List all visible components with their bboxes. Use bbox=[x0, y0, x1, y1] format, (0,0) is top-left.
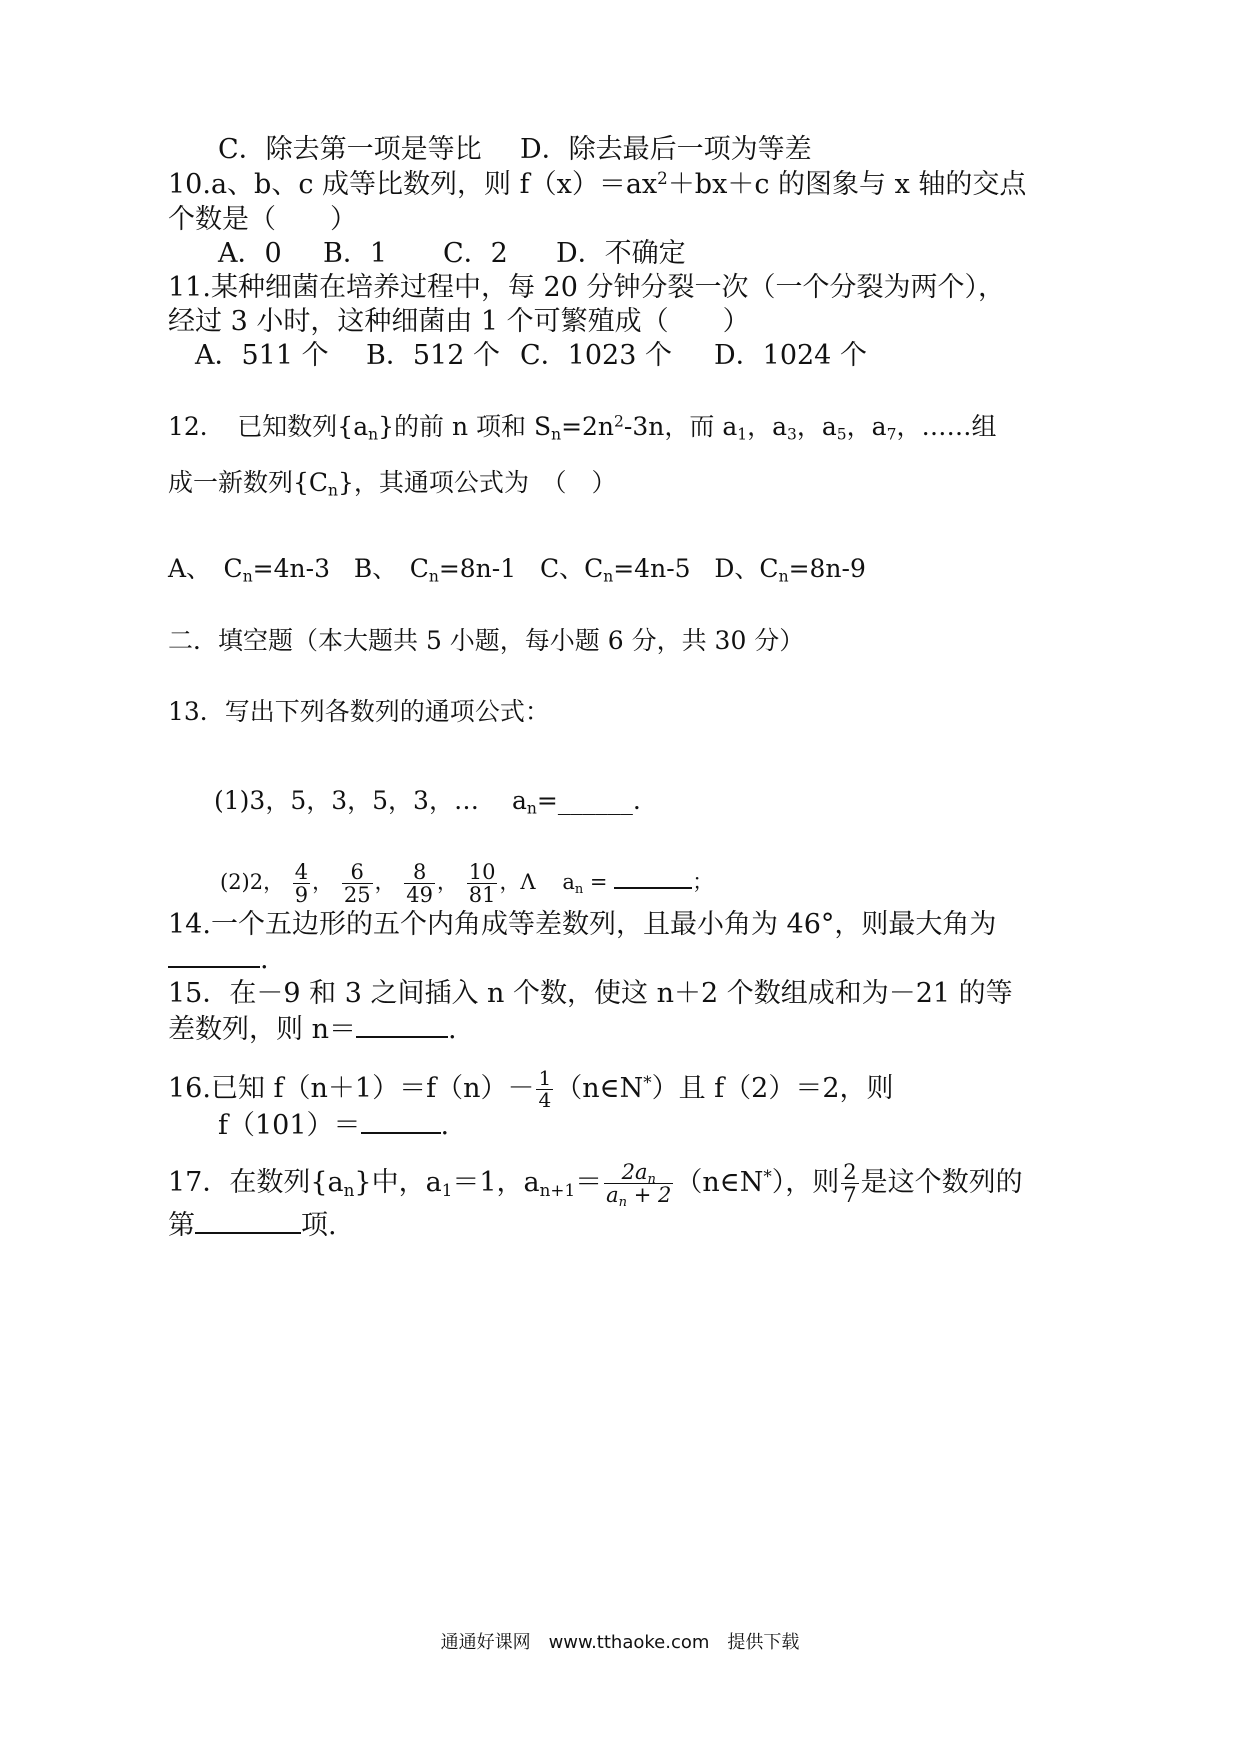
answer-blank bbox=[614, 863, 692, 889]
answer-blank bbox=[356, 1012, 448, 1038]
answer-blank bbox=[195, 1208, 301, 1234]
q12-stem: 12． 已知数列$\{a_n\}$的前 n 项和 $S_n=2n^2-3n$，而 $a_1$，$a_3$，$a_5$，$a_7$，……组 bbox=[168, 412, 997, 444]
q10-option-c: C．2 bbox=[443, 238, 508, 269]
q11-stem-line2: 经过 3 小时，这种细菌由 1 个可繁殖成（ ） bbox=[168, 306, 750, 337]
fraction-1-4: $\frac{1}{4}$ bbox=[538, 1066, 552, 1112]
q15-stem: 15．在－9 和 3 之间插入 n 个数，使这 n＋2 个数组成和为－21 的等 bbox=[168, 978, 1013, 1009]
q17-stem-line2: 第 项. bbox=[168, 1210, 337, 1241]
q14-stem: 14.一个五边形的五个内角成等差数列，且最小角为 46°，则最大角为 bbox=[168, 909, 997, 940]
q9-option-d: D．除去最后一项为等差 bbox=[520, 134, 812, 165]
q12-option-a: A、 $C_n=4n-3$ bbox=[168, 554, 330, 586]
fraction-8-49: $\frac{8}{49}$ bbox=[406, 859, 434, 907]
q17-stem: 17．在数列$\{a_n\}$中，$a_1=1$，$a_{n+1}=$ $\frac{2a_n}{a_n + 2}$ （n∈N*），则 $\frac{2}{7}$ 是这个数列的 bbox=[168, 1159, 1023, 1210]
q13-title: 13．写出下列各数列的通项公式： bbox=[168, 697, 550, 726]
q12-options bbox=[168, 552, 866, 586]
q13-part1-answer: $a_n=\_\_\_\_\_\_$. bbox=[512, 786, 641, 818]
q11-option-d: D．1024 个 bbox=[714, 340, 867, 371]
q11-option-c: C．1023 个 bbox=[520, 340, 672, 371]
q9-option-c: C．除去第一项是等比 bbox=[218, 134, 482, 165]
q15-stem-line2: 差数列，则 n＝ . bbox=[168, 1014, 457, 1045]
answer-blank bbox=[168, 942, 260, 968]
q12-option-b: B、 $C_n=8n-1$ bbox=[353, 554, 517, 586]
q11-stem: 11.某种细菌在培养过程中，每 20 分钟分裂一次（一个分裂为两个）， bbox=[168, 272, 1005, 303]
q12-option-c: C、$C_n=4n-5$ bbox=[539, 554, 691, 586]
fraction-10-81: $\frac{10}{81}$ bbox=[468, 859, 496, 907]
page-footer: 通通好课网 www.tthaoke.com 提供下载 bbox=[440, 1632, 800, 1653]
q10-option-d: D．不确定 bbox=[556, 238, 686, 269]
q10-stem: 10.a、b、c 成等比数列，则 $f(x)=ax^2+bx+c$ 的图象与 x 轴的交点 bbox=[168, 167, 1027, 200]
q10-stem-line2: 个数是（ ） bbox=[168, 204, 357, 235]
fraction-2an-over-an-plus-2: $\frac{2a_n}{a_n + 2}$ bbox=[606, 1159, 672, 1210]
fraction-6-25: $\frac{6}{25}$ bbox=[343, 859, 371, 907]
fraction-2-7: $\frac{2}{7}$ bbox=[843, 1159, 857, 1207]
q12-stem-line2: 成一新数列$\{C_n\}$，其通项公式为 （ ） bbox=[168, 468, 617, 500]
q13-part1-sequence: (1)3，5，3，5，3，… bbox=[214, 786, 479, 815]
q10-option-a: A．0 bbox=[218, 238, 282, 269]
section-2-title: 二．填空题（本大题共 5 小题，每小题 6 分，共 30 分） bbox=[168, 626, 805, 655]
q13-part2: (2)2， $\frac{4}{9}$ ， $\frac{6}{25}$ ， $\frac{8}{49}$ ， $\frac{10}{81}$ ，Λ $a_n$ = ； bbox=[220, 859, 714, 907]
q16-stem: 16.已知 f（n＋1）＝f（n）－ $\frac{1}{4}$ （n∈N*）且 f（2）＝2，则 bbox=[168, 1066, 894, 1112]
q11-option-a: A．511 个 bbox=[195, 340, 329, 371]
q12-option-d: D、$C_n=8n-9$ bbox=[714, 554, 866, 586]
q16-stem-line2: f（101）＝ . bbox=[218, 1110, 450, 1141]
q10-option-b: B．1 bbox=[323, 238, 388, 269]
q11-option-b: B．512 个 bbox=[366, 340, 500, 371]
fraction-4-9: $\frac{4}{9}$ bbox=[294, 859, 309, 907]
answer-blank bbox=[361, 1108, 441, 1134]
q14-answer-line: . bbox=[168, 942, 269, 977]
